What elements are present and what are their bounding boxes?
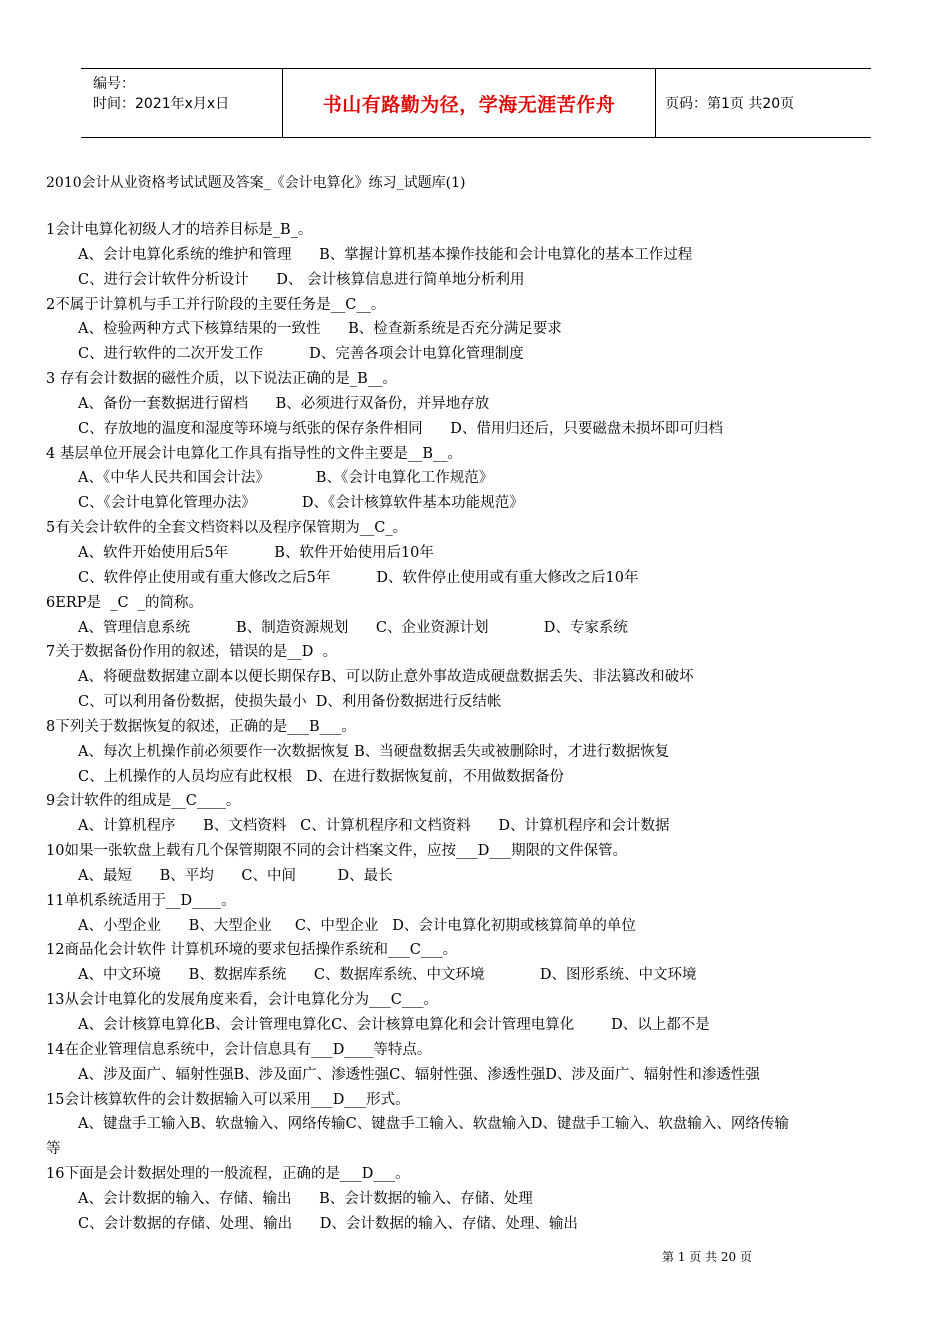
option-line: A、软件开始使用后5年 B、软件开始使用后10年	[78, 544, 434, 561]
header-page-cell	[655, 69, 881, 137]
question-line: 15会计核算软件的会计数据输入可以采用___D___形式。	[46, 1091, 410, 1108]
question-line: 9会计软件的组成是__C____。	[46, 793, 241, 810]
option-line: C、存放地的温度和湿度等环境与纸张的保存条件相同 D、借用归还后，只要磁盘未损坏即可归档	[78, 420, 723, 437]
header-left-cell	[81, 69, 281, 137]
option-line: C、进行会计软件分析设计 D、 会计核算信息进行简单地分析利用	[78, 271, 525, 288]
option-line: A、会计核算电算化B、会计管理电算化C、会计核算电算化和会计管理电算化 D、以上都不是	[78, 1017, 710, 1033]
option-line: A、最短 B、平均 C、中间 D、最长	[78, 867, 393, 884]
option-line: C、软件停止使用或有重大修改之后5年 D、软件停止使用或有重大修改之后10年	[78, 569, 639, 586]
page-footer: 第 1 页 共 20 页	[662, 1250, 752, 1264]
question-line: 16下面是会计数据处理的一般流程，正确的是___D___。	[46, 1166, 410, 1183]
question-line: 14在企业管理信息系统中，会计信息具有___D____等特点。	[46, 1041, 432, 1058]
question-line: 2不属于计算机与手工并行阶段的主要任务是__C__。	[46, 296, 386, 313]
motto-text: 书山有路勤为径，学海无涯苦作舟	[322, 93, 616, 116]
option-line: A、涉及面广、辐射性强B、涉及面广、渗透性强C、辐射性强、渗透性强D、涉及面广、辐射性和渗透性强	[78, 1066, 760, 1083]
option-line: C、会计数据的存储、处理、输出 D、会计数据的输入、存储、处理、输出	[78, 1215, 578, 1232]
option-line: C、上机操作的人员均应有此权根 D、在进行数据恢复前，不用做数据备份	[78, 768, 565, 785]
question-line: 4 基层单位开展会计电算化工作具有指导性的文件主要是__B__。	[46, 445, 462, 462]
question-line: 等	[46, 1141, 61, 1158]
option-line: A、会计电算化系统的维护和管理 B、掌握计算机基本操作技能和会计电算化的基本工作过程	[78, 246, 693, 263]
question-line: 6ERP是 _C _的简称。	[46, 594, 204, 611]
question-line: 3 存有会计数据的磁性介质，以下说法正确的是_B__。	[46, 371, 397, 388]
time-label: 时间：2021年x月x日	[93, 96, 230, 112]
question-line: 7关于数据备份作用的叙述，错误的是__D 。	[46, 644, 338, 661]
option-line: C、可以利用备份数据，使损失最小 D、利用备份数据进行反结帐	[78, 694, 502, 711]
option-line: A、《中华人民共和国会计法》 B、《会计电算化工作规范》	[78, 470, 494, 487]
question-list	[46, 218, 916, 1237]
question-line: 5有关会计软件的全套文档资料以及程序保管期为__C_。	[46, 520, 408, 537]
option-line: C、进行软件的二次开发工作 D、完善各项会计电算化管理制度	[78, 346, 524, 363]
option-line: A、管理信息系统 B、制造资源规划 C、企业资源计划 D、专家系统	[78, 619, 628, 636]
option-line: A、计算机程序 B、文档资料 C、计算机程序和文档资料 D、计算机程序和会计数据	[78, 818, 670, 835]
document-header	[81, 68, 871, 138]
option-line: A、将硬盘数据建立副本以便长期保存B、可以防止意外事故造成硬盘数据丢失、非法篡改和破坏	[78, 669, 694, 686]
option-line: A、每次上机操作前必须要作一次数据恢复 B、当硬盘数据丢失或被删除时，才进行数据恢复	[78, 743, 670, 760]
option-line: A、中文环境 B、数据库系统 C、数据库系统、中文环境 D、图形系统、中文环境	[78, 967, 697, 984]
option-line: A、检验两种方式下核算结果的一致性 B、检查新系统是否充分满足要求	[78, 321, 562, 338]
document-title: 2010会计从业资格考试试题及答案_《会计电算化》练习_试题库(1)	[46, 175, 466, 191]
question-line: 1会计电算化初级人才的培养目标是_B_。	[46, 222, 313, 238]
option-line: A、备份一套数据进行留档 B、必须进行双备份，并异地存放	[78, 395, 490, 412]
question-line: 10如果一张软盘上载有几个保管期限不同的会计档案文件，应按___D___期限的文件保管。	[46, 843, 628, 860]
number-label: 编号：	[93, 76, 135, 92]
option-line: A、键盘手工输入B、软盘输入、网络传输C、键盘手工输入、软盘输入D、键盘手工输入、软盘输入、网络传输	[78, 1116, 789, 1133]
question-line: 11单机系统适用于__D____。	[46, 892, 236, 909]
page-info: 页码：第1页 共20页	[665, 96, 795, 112]
option-line: A、小型企业 B、大型企业 C、中型企业 D、会计电算化初期或核算简单的单位	[78, 917, 636, 934]
question-line: 8下列关于数据恢复的叙述，正确的是___B___。	[46, 718, 356, 735]
question-line: 12商品化会计软件 计算机环境的要求包括操作系统和___C___。	[46, 942, 458, 959]
option-line: C、《会计电算化管理办法》 D、《会计核算软件基本功能规范》	[78, 495, 524, 512]
question-line: 13从会计电算化的发展角度来看，会计电算化分为___C___。	[46, 992, 439, 1009]
option-line: A、会计数据的输入、存储、输出 B、会计数据的输入、存储、处理	[78, 1190, 533, 1207]
header-motto-cell	[282, 69, 656, 137]
